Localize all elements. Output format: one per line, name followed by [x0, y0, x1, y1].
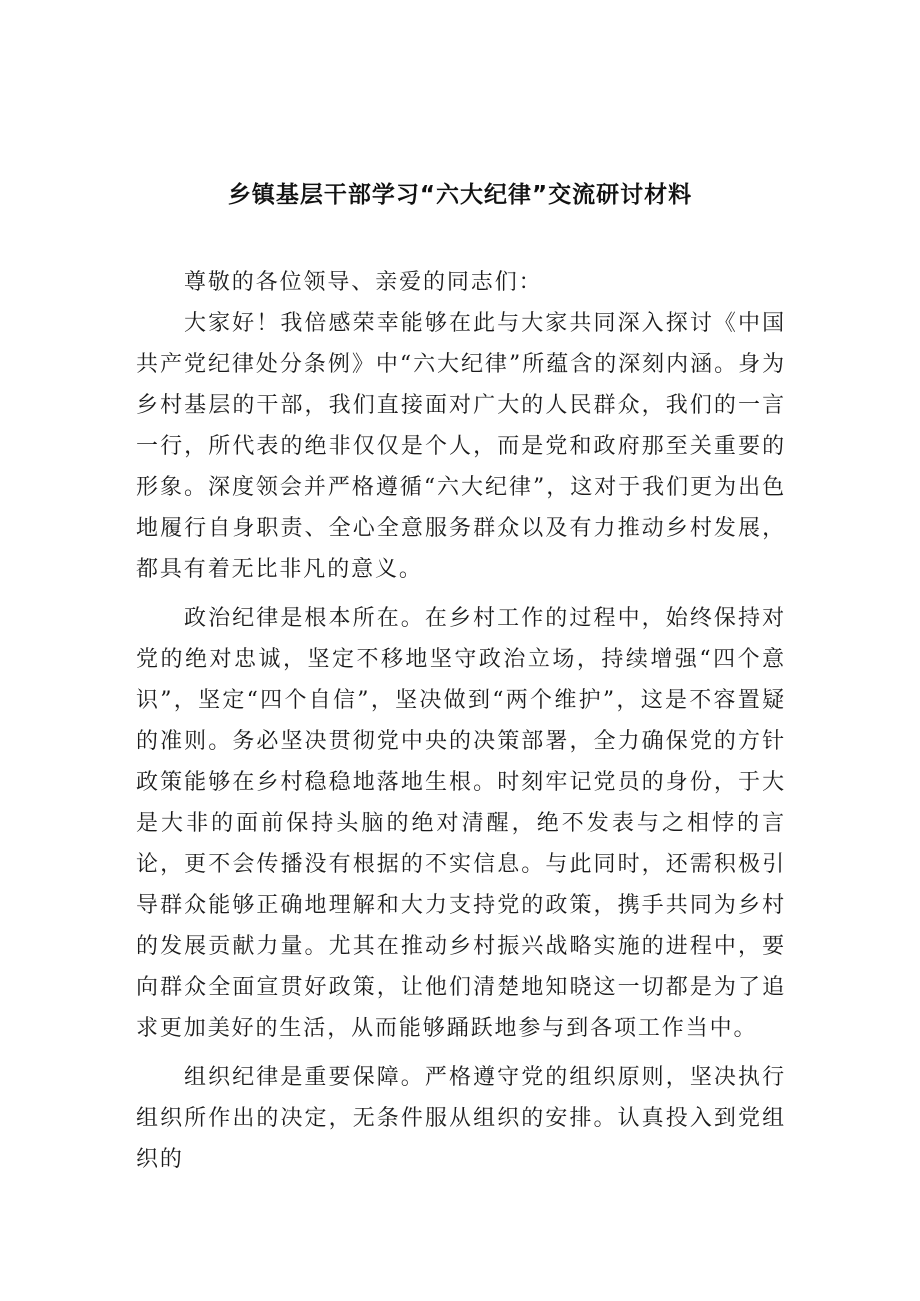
salutation: 尊敬的各位领导、亲爱的同志们： [184, 270, 543, 295]
document-title: 乡镇基层干部学习“六大纪律”交流研讨材料 [227, 182, 693, 208]
document-body [136, 262, 786, 1188]
paragraph-organizational-discipline: 组织纪律是重要保障。严格遵守党的组织原则，坚决执行组织所作出的决定，无条件服从组织的安排。认真投入到党组织的 [136, 1065, 786, 1172]
paragraph-intro: 大家好！我倍感荣幸能够在此与大家共同深入探讨《中国共产党纪律处分条例》中“六大纪律”所蕴含的深刻内涵。身为乡村基层的干部，我们直接面对广大的人民群众，我们的一言一行，所代表的绝非仅仅是个人，而是党和政府那至关重要的形象。深度领会并严格遵循“六大纪律”，这对于我们更为出色地履行自身职责、全心全意服务群众以及有力推动乡村发展，都具有着无比非凡的意义。 [136, 311, 786, 582]
paragraph-political-discipline: 政治纪律是根本所在。在乡村工作的过程中，始终保持对党的绝对忠诚，坚定不移地坚守政治立场，持续增强“四个意识”，坚定“四个自信”，坚决做到“两个维护”，这是不容置疑的准则。务必坚决贯彻党中央的决策部署，全力确保党的方针政策能够在乡村稳稳地落地生根。时刻牢记党员的身份，于大是大非的面前保持头脑的绝对清醒，绝不发表与之相悖的言论，更不会传播没有根据的不实信息。与此同时，还需积极引导群众能够正确地理解和大力支持党的政策，携手共同为乡村的发展贡献力量。尤其在推动乡村振兴战略实施的进程中，要向群众全面宣贯好政策，让他们清楚地知晓这一切都是为了追求更加美好的生活，从而能够踊跃地参与到各项工作当中。 [136, 606, 786, 1041]
